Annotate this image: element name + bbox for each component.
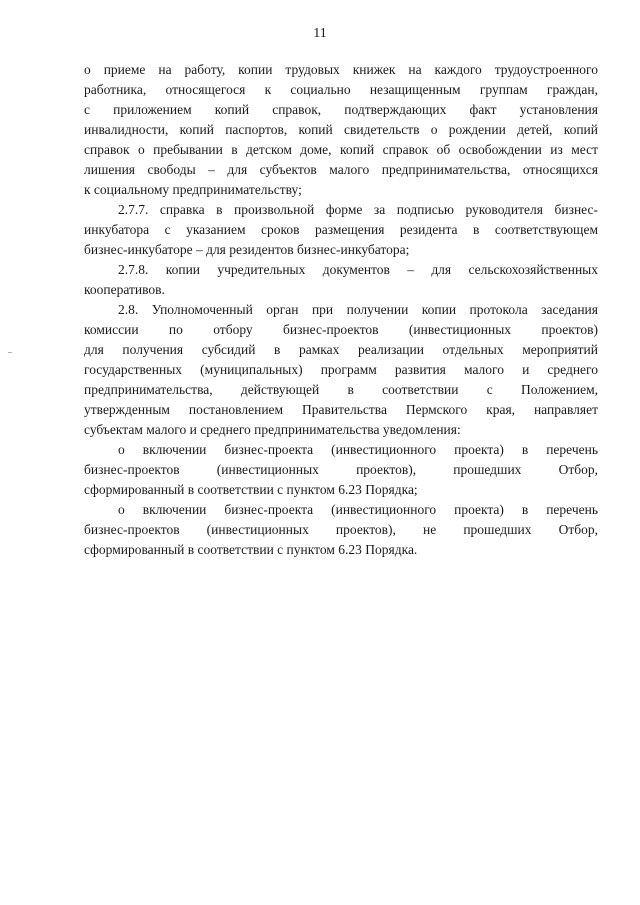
text-line: утвержденным постановлением Правительства Пермского края, направляет bbox=[84, 402, 598, 417]
text-line: бизнес-инкубаторе – для резидентов бизнес-инкубатора; bbox=[84, 242, 410, 257]
page-number: 11 bbox=[313, 26, 327, 41]
text-line: субъектам малого и среднего предпринимательства уведомления: bbox=[84, 422, 461, 437]
text-line: сформированный в соответствии с пунктом 6.23 Порядка; bbox=[84, 482, 418, 497]
text-line: работника, относящегося к социально незащищенным группам граждан, bbox=[84, 82, 598, 97]
text-line: бизнес-проектов (инвестиционных проектов), прошедших Отбор, bbox=[84, 462, 598, 477]
text-line: государственных (муниципальных) программ развития малого и среднего bbox=[84, 362, 598, 377]
text-line: о приеме на работу, копии трудовых книжек на каждого трудоустроенного bbox=[84, 62, 598, 77]
text-line: комиссии по отбору бизнес-проектов (инвестиционных проектов) bbox=[84, 322, 598, 337]
margin-mark bbox=[8, 352, 12, 353]
text-line: инвалидности, копий паспортов, копий свидетельств о рождении детей, копий bbox=[84, 122, 598, 137]
text-line: 2.7.8. копии учредительных документов – для сельскохозяйственных bbox=[118, 262, 598, 277]
text-line: инкубатора с указанием сроков размещения резидента в соответствующем bbox=[84, 222, 598, 237]
text-line: с приложением копий справок, подтверждающих факт установления bbox=[84, 102, 598, 117]
text-line: лишения свободы – для субъектов малого предпринимательства, относящихся bbox=[84, 162, 598, 177]
text-line: кооперативов. bbox=[84, 282, 165, 297]
text-line: 2.7.7. справка в произвольной форме за подписью руководителя бизнес- bbox=[118, 202, 598, 217]
text-line: бизнес-проектов (инвестиционных проектов), не прошедших Отбор, bbox=[84, 522, 598, 537]
text-line: о включении бизнес-проекта (инвестиционного проекта) в перечень bbox=[118, 502, 598, 517]
text-line: для получения субсидий в рамках реализации отдельных мероприятий bbox=[84, 342, 598, 357]
text-line: предпринимательства, действующей в соответствии с Положением, bbox=[84, 382, 598, 397]
text-line: сформированный в соответствии с пунктом 6.23 Порядка. bbox=[84, 542, 418, 557]
text-line: к социальному предпринимательству; bbox=[84, 182, 302, 197]
text-line: справок о пребывании в детском доме, копий справок об освобождении из мест bbox=[84, 142, 598, 157]
text-line: 2.8. Уполномоченный орган при получении копии протокола заседания bbox=[118, 302, 598, 317]
text-line: о включении бизнес-проекта (инвестиционного проекта) в перечень bbox=[118, 442, 598, 457]
